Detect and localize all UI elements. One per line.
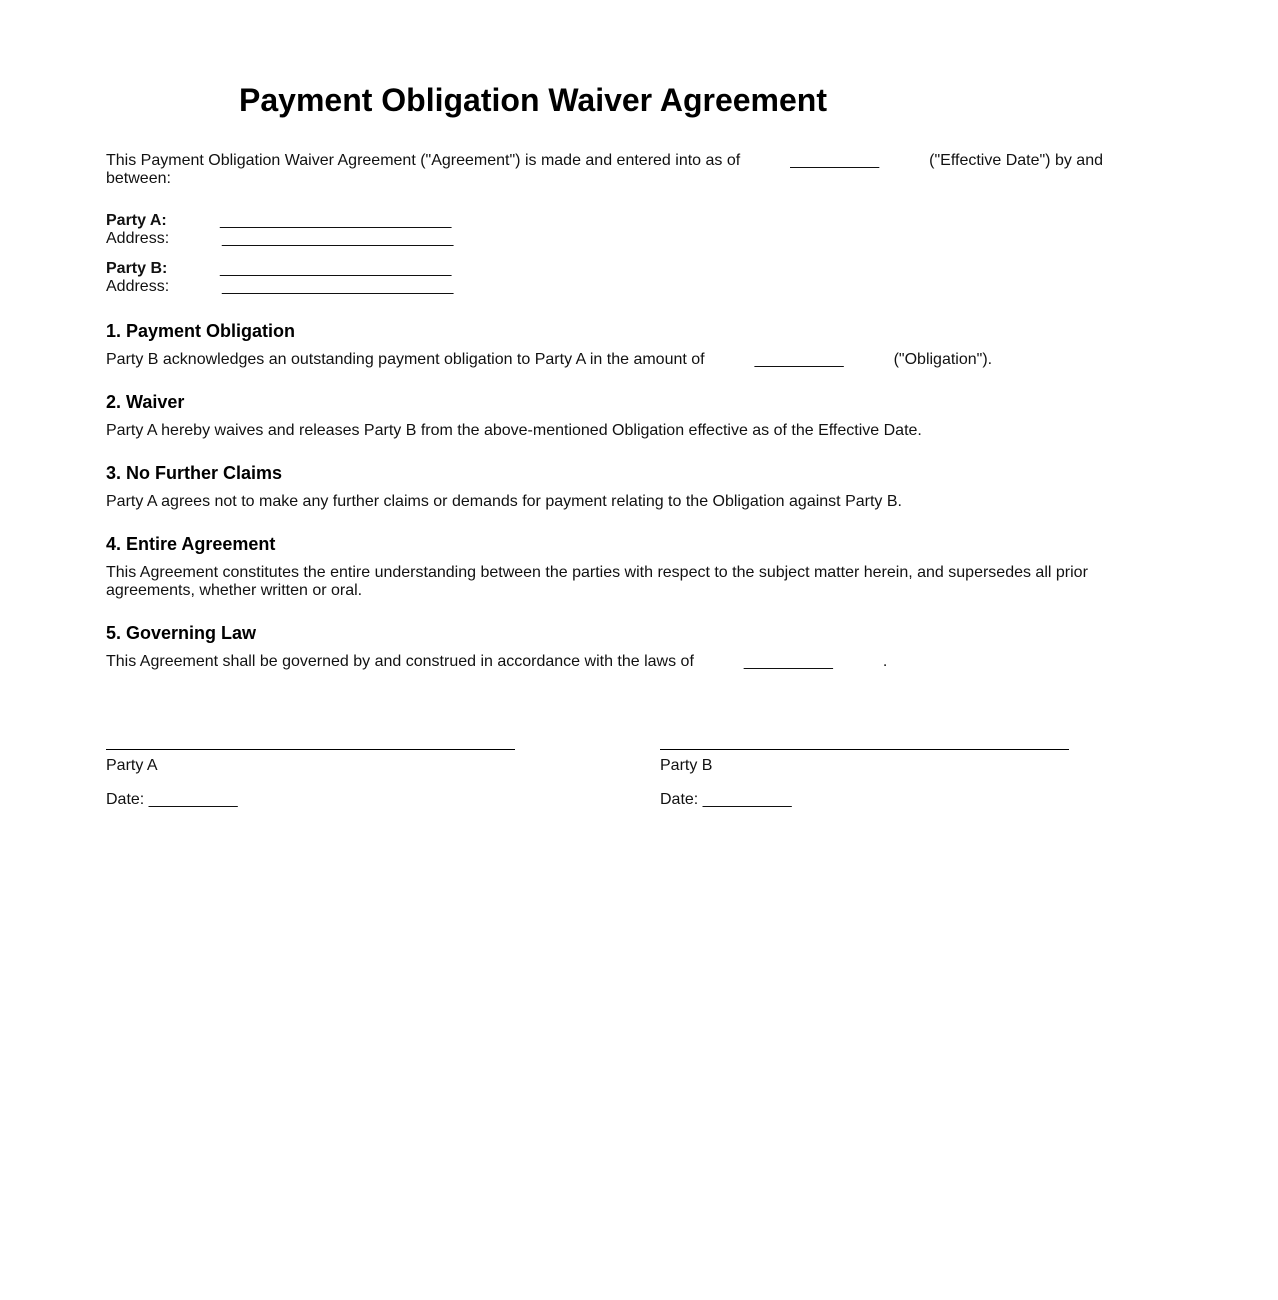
signature-party-a xyxy=(106,749,515,809)
signature-line[interactable] xyxy=(106,749,515,750)
section-text-after: . xyxy=(882,653,888,670)
section-text xyxy=(106,653,1112,671)
section-heading: 5. Governing Law xyxy=(106,623,257,643)
party-b-blank[interactable]: __________________________ xyxy=(220,260,452,277)
party-b-label: Party B: xyxy=(106,260,168,277)
date-blank[interactable]: __________ xyxy=(148,791,238,808)
party-b-address-blank[interactable]: __________________________ xyxy=(222,278,454,295)
signature-date xyxy=(106,791,515,809)
intro-text: This Payment Obligation Waiver Agreement ("Agreement") is made and entered into as of xyxy=(106,152,741,169)
section-heading: 4. Entire Agreement xyxy=(106,534,276,554)
party-a-label: Party A: xyxy=(106,212,167,229)
party-a-blank[interactable]: __________________________ xyxy=(220,212,452,229)
section-entire-agreement xyxy=(106,533,1112,600)
section-heading: 2. Waiver xyxy=(106,392,185,412)
signature-party-b xyxy=(660,749,1069,809)
intro-paragraph xyxy=(106,152,1112,188)
signature-name: Party A xyxy=(106,757,158,774)
section-text: Party A hereby waives and releases Party B from the above-mentioned Obligation effective as of the Effective Date. xyxy=(106,422,922,439)
section-text xyxy=(106,351,1112,369)
section-waiver xyxy=(106,391,1112,440)
section-heading: 3. No Further Claims xyxy=(106,463,283,483)
document-title: Payment Obligation Waiver Agreement xyxy=(239,82,827,118)
effective-date-blank[interactable]: __________ xyxy=(790,152,880,169)
date-blank[interactable]: __________ xyxy=(702,791,792,808)
section-text-after: ("Obligation"). xyxy=(893,351,993,368)
section-governing-law xyxy=(106,622,1112,671)
party-b-block xyxy=(106,260,453,296)
jurisdiction-blank[interactable]: __________ xyxy=(743,653,833,670)
section-payment-obligation xyxy=(106,320,1112,369)
date-label: Date: xyxy=(660,791,699,808)
party-a-block xyxy=(106,212,453,248)
section-heading: 1. Payment Obligation xyxy=(106,321,296,341)
signature-name: Party B xyxy=(660,757,713,774)
party-a-address-label: Address: xyxy=(106,230,170,247)
section-text-before: This Agreement shall be governed by and construed in accordance with the laws of xyxy=(106,653,694,670)
section-text: Party A agrees not to make any further claims or demands for payment relating to the Obligation against Party B. xyxy=(106,493,902,510)
section-text: This Agreement constitutes the entire understanding between the parties with respect to the subject matter herein, and supersedes all prior agreements, whether written or oral. xyxy=(106,564,1088,599)
signature-line[interactable] xyxy=(660,749,1069,750)
party-a-address-blank[interactable]: __________________________ xyxy=(222,230,454,247)
amount-blank[interactable]: __________ xyxy=(754,351,844,368)
party-b-address-label: Address: xyxy=(106,278,170,295)
section-text-before: Party B acknowledges an outstanding payment obligation to Party A in the amount of xyxy=(106,351,705,368)
intro-text-after: ("Effective Date") by and between: xyxy=(106,152,1103,187)
signature-date xyxy=(660,791,1069,809)
date-label: Date: xyxy=(106,791,145,808)
section-no-further-claims xyxy=(106,462,1112,511)
